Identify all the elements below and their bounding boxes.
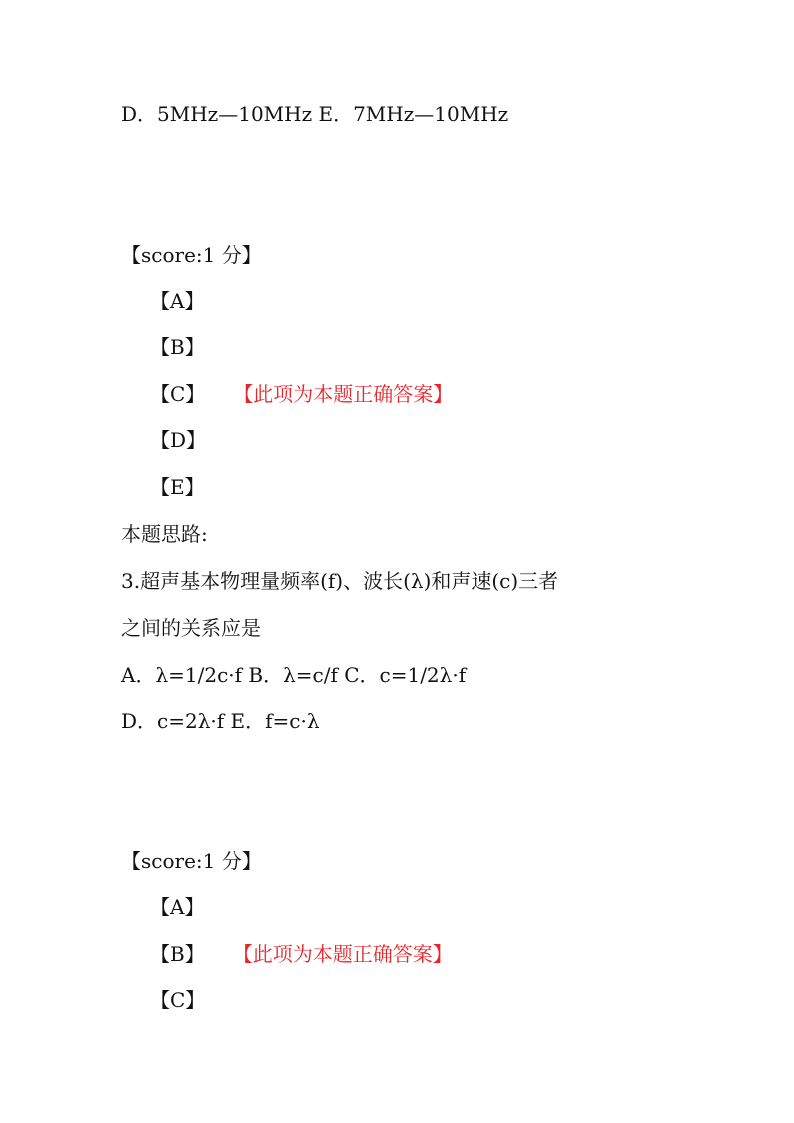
option-e: 【E】: [150, 475, 205, 499]
option-c: 【C】: [150, 382, 206, 406]
correct-answer-tag: 【此项为本题正确答案】: [243, 382, 454, 406]
question-text-line-2: 之间的关系应是: [121, 616, 261, 640]
reasoning-label: 本题思路:: [121, 522, 208, 546]
option-a: 【A】: [150, 289, 205, 313]
question-options-line-1: A．λ=1/2c·f B．λ=c/f C．c=1/2λ·f: [121, 663, 467, 687]
correct-answer-tag: 【此项为本题正确答案】: [242, 942, 453, 966]
option-c-row: [150, 380, 453, 408]
option-b-row: [150, 940, 453, 968]
score-label: 【score:1 分】: [121, 849, 262, 873]
question-options-line-2: D．c=2λ·f E．f=c·λ: [121, 709, 320, 733]
option-d: 【D】: [150, 428, 207, 452]
score-label: 【score:1 分】: [121, 243, 262, 267]
option-c: 【C】: [150, 988, 206, 1012]
option-b: 【B】: [150, 942, 205, 966]
question-text-line-1: 3.超声基本物理量频率(f)、波长(λ)和声速(c)三者: [121, 569, 559, 593]
option-a: 【A】: [150, 895, 205, 919]
option-b: 【B】: [150, 335, 205, 359]
question-options-line: D．5MHz—10MHz E．7MHz—10MHz: [121, 102, 509, 126]
